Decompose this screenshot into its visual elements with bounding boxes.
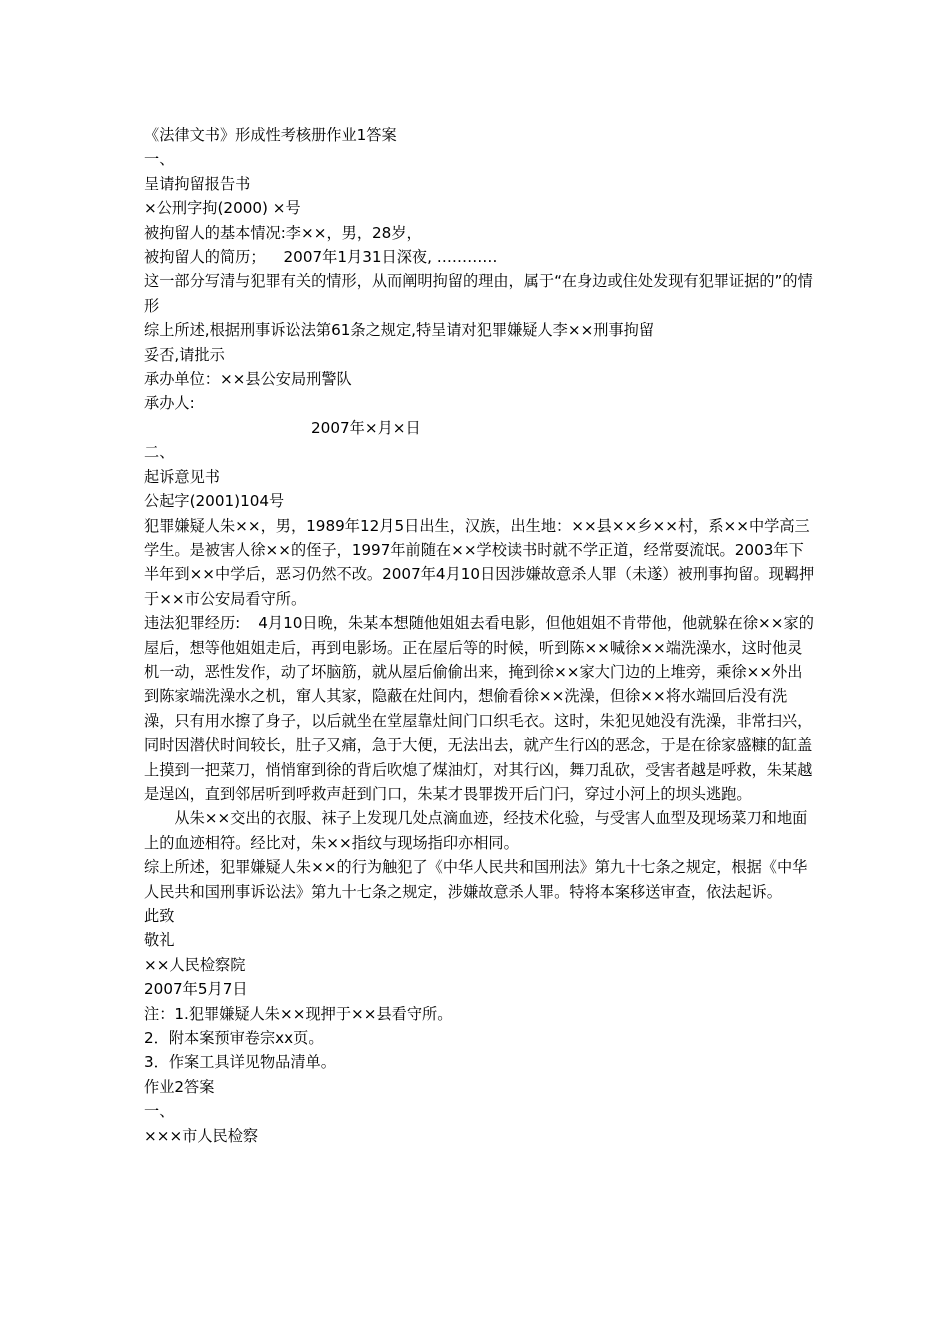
section2-crime-history <box>144 611 816 806</box>
section1-handler: 承办人: <box>144 394 195 413</box>
section1-basic-info: 被拘留人的基本情况:李××，男，28岁， <box>144 223 422 242</box>
section2-docno: 公起字(2001)104号 <box>144 492 285 511</box>
section2-number: 二、 <box>144 443 175 462</box>
section2-note-2: 2．附本案预审卷宗xx页。 <box>144 1029 324 1048</box>
section1-conclusion: 综上所述,根据刑事诉讼法第61条之规定,特呈请对犯罪嫌疑人李××刑事拘留 <box>144 321 655 340</box>
section2-suspect-info: 犯罪嫌疑人朱××，男，1989年12月5日出生，汉族，出生地：××县××乡××村，系××中学高三学生。是被害人徐××的侄子，1997年前随在××学校读书时就不学正道，经常耍流氓。2003年下半年到××中学后，恶习仍然不改。2007年4月10日因涉嫌故意杀人罪（未遂）被刑事拘留。现羁押于××市公安局看守所。 <box>144 516 815 608</box>
section2-conclusion: 综上所述，犯罪嫌疑人朱××的行为触犯了《中华人民共和国刑法》第九十七条之规定，根据《中华人民共和国刑事诉讼法》第九十七条之规定，涉嫌故意杀人罪。特将本案移送审查，依法起诉。 <box>144 858 808 901</box>
section1-heading: 呈请拘留报告书 <box>144 174 251 193</box>
section1-unit: 承办单位：××县公安局刑警队 <box>144 370 352 389</box>
section1-resume-value: 2007年1月31日深夜, ………… <box>283 248 498 267</box>
section2-note-3: 3．作案工具详见物品清单。 <box>144 1053 336 1072</box>
homework2-title: 作业2答案 <box>144 1077 215 1096</box>
section1-resume-label: 被拘留人的简历； <box>144 248 266 267</box>
section2-date: 2007年5月7日 <box>144 980 248 999</box>
section2-org: ××人民检察院 <box>144 955 246 974</box>
section1-resume <box>144 245 816 269</box>
section2-crime-label: 违法犯罪经历: <box>144 614 241 633</box>
homework2-number: 一、 <box>144 1102 175 1121</box>
section1-number: 一、 <box>144 150 175 169</box>
section2-closing-2: 敬礼 <box>144 931 175 950</box>
section2-closing-1: 此致 <box>144 907 175 925</box>
homework2-org: ×××市人民检察 <box>144 1126 259 1145</box>
section1-explanation: 这一部分写清与犯罪有关的情形，从而阐明拘留的理由，属于“在身边或住处发现有犯罪证据的”的情形 <box>144 272 813 315</box>
document-title: 《法律文书》形成性考核册作业1答案 <box>144 126 397 144</box>
section2-heading: 起诉意见书 <box>144 467 220 486</box>
section1-docno: ×公刑字拘(2000) ×号 <box>144 199 301 218</box>
section1-date: 2007年×月×日 <box>311 418 421 437</box>
document-body <box>144 123 816 1148</box>
section2-evidence: 从朱××交出的衣服、袜子上发现几处点滴血迹，经技术化验，与受害人血型及现场菜刀和地面上的血迹相符。经比对，朱××指纹与现场指印亦相同。 <box>144 809 808 852</box>
section2-note-1: 注：1.犯罪嫌疑人朱××现押于××县看守所。 <box>144 1004 453 1023</box>
section2-crime-text: 4月10日晚，朱某本想随他姐姐去看电影，但他姐姐不肯带他，他就躲在徐××家的屋后，想等他姐姐走后，再到电影场。正在屋后等的时候，听到陈××喊徐××端洗澡水，这时他灵机一动，恶性发作，动了坏脑筋，就从屋后偷偷出来，掩到徐××家大门边的上堆旁，乘徐××外出到陈家端洗澡水之机，窜人其家，隐蔽在灶间内，想偷看徐××洗澡，但徐××将水端回后没有洗澡，只有用水擦了身子，以后就坐在堂屋靠灶间门口织毛衣。这时，朱犯见她没有洗澡，非常扫兴，同时因潜伏时间较长，肚子又痛，急于大便，无法出去，就产生行凶的恶念，于是在徐家盛糠的缸盖上摸到一把菜刀，悄悄窜到徐的背后吹熄了煤油灯，对其行凶，舞刀乱砍，受害者越是呼救，朱某越是逞凶，直到邻居听到呼救声赶到门口，朱某才畏罪拨开后门闩，穿过小河上的坝头逃跑。 <box>144 614 814 803</box>
section1-request: 妥否,请批示 <box>144 345 225 364</box>
